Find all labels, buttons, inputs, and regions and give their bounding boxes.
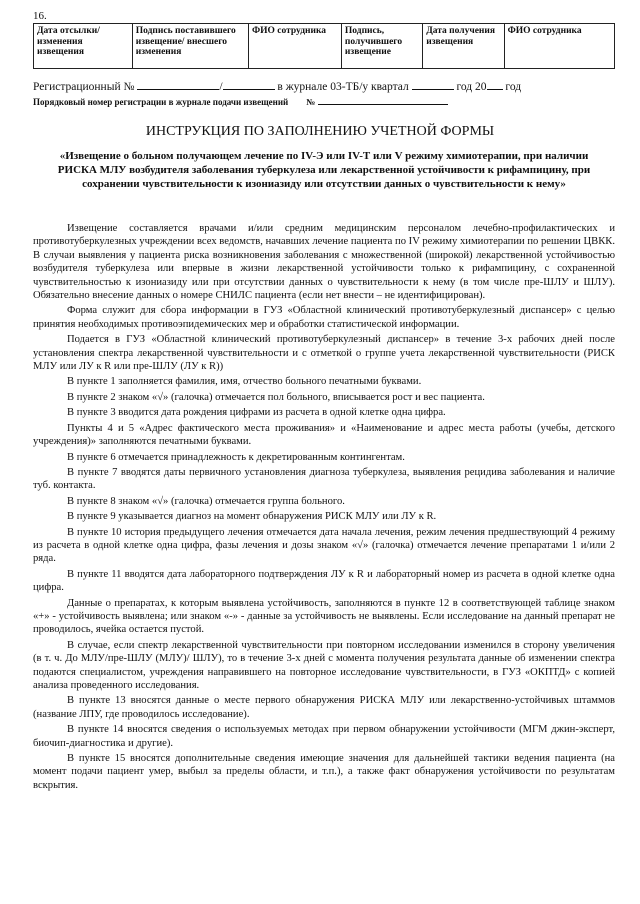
paragraph: Форма служит для сбора информации в ГУЗ «Областной клинический противотуберкулезный диспансер» с целью принятия необходимых противоэпидемических мер и обработки статистической информации. xyxy=(33,305,615,330)
table-cell: Подпись, получившего извещение xyxy=(341,24,422,69)
number-sign: № xyxy=(306,97,316,107)
table-row xyxy=(34,24,615,69)
table-cell: Дата получения извещения xyxy=(423,24,504,69)
instruction-body xyxy=(33,222,615,794)
paragraph: В случае, если спектр лекарственной чувствительности при повторном исследовании изменился в сторону увеличения (в т. ч. До МЛУ/пре-ШЛУ (МЛУ)/ ШЛУ), то в течение 3-х дней с момента получения результата данные об изменении спектра подаются специалистом, учреждения направившего на повторное исследование чувствительности, в ГУЗ «ОКПТД» с копией анализа проведенного исследования. xyxy=(33,639,615,691)
page-number: 16. xyxy=(33,10,47,22)
paragraph: В пункте 10 история предыдущего лечения отмечается дата начала лечения, режим лечения предшествующий 4 режиму из расчета в одной клетке одна цифра, фазы лечения и дозы знаком «√» (галочка) отмечается лечение препаратами 1 и/или 2 ряда. xyxy=(33,526,615,565)
paragraph: В пункте 7 вводятся даты первичного установления диагноза туберкулеза, выявления рецидива заболевания и наличие туб. контакта. xyxy=(33,466,615,492)
blank-field xyxy=(223,79,275,90)
table-cell: ФИО сотрудника xyxy=(248,24,341,69)
table-cell: Дата отсылки/ изменения извещения xyxy=(34,24,133,69)
blank-field xyxy=(318,94,448,105)
paragraph: В пункте 14 вносятся сведения о используемых методах при первом обнаружении устойчивости (МГМ джин-эксперт, биочип-диагностика и другие). xyxy=(33,724,615,749)
registration-line xyxy=(33,79,521,93)
journal-label: в журнале 03-ТБ/у квартал xyxy=(277,81,409,93)
journal-number-label: Порядковый номер регистрации в журнале подачи извещений xyxy=(33,97,289,107)
form-subtitle: «Извещение о больном получающем лечение по IV-Э или IV-Т или V режиму химиотерапии, при наличии РИСКА МЛУ возбудителя заболевания туберкулеза или лекарственной устойчивости к рифампицину, при сохранении чувствительности к изониазиду или отсутствии данных о чувствительности к нему» xyxy=(57,150,591,190)
paragraph: В пункте 8 знаком «√» (галочка) отмечается группа больного. xyxy=(67,495,345,507)
year-suffix: год xyxy=(505,81,522,93)
paragraph: В пункте 9 указывается диагноз на момент обнаружения РИСК МЛУ или ЛУ к R. xyxy=(67,511,437,523)
paragraph: Подается в ГУЗ «Областной клинический противотуберкулезный диспансер» в течение 3-х рабочих дней после установления спектра лекарственной чувствительности и с отметкой о группе учета лекарственной чувствительности (РИСК МЛУ или ЛУ к R или пре-ШЛУ (ЛУ к R)) xyxy=(33,334,615,373)
table-cell: Подпись поставившего извещение/ внесшего изменения xyxy=(132,24,248,69)
paragraph: Извещение составляется врачами и/или средним медицинским персоналом лечебно-профилактических и противотуберкулезных учреждении всех ведомств, начавших лечение пациента по IV режиму химиотерапии по решении ЦВКК. В случаи выявления у пациента риска возникновения заболевания с множественной (широкой) лекарственной устойчивостью возбудителя туберкулеза или впервые в жизни лекарственной устойчивости только к рифампицину, с сохраненной чувствительностью к изониазиду или при отсутствии данных о чувствительности к нему (в том числе пре-ШЛУ и ШЛУ). Обязательно внесение данных о номере СНИЛС пациента (если нет внести – не идентифицирован). xyxy=(33,223,615,302)
paragraph: В пункте 1 заполняется фамилия, имя, отчество больного печатными буквами. xyxy=(67,376,422,388)
page-title: ИНСТРУКЦИЯ ПО ЗАПОЛНЕНИЮ УЧЕТНОЙ ФОРМЫ xyxy=(145,124,495,139)
slash: / xyxy=(219,81,223,93)
registration-label: Регистрационный № xyxy=(33,81,135,93)
paragraph: Пункты 4 и 5 «Адрес фактического места проживания» и «Наименование и адрес места работы (учебы, детского учреждения)» заполняются печатными буквами. xyxy=(33,422,615,448)
paragraph: В пункте 13 вносятся данные о месте первого обнаружения РИСКА МЛУ или лекарственно-устойчивых штаммов (название ЛПУ, где проводилось исследование). xyxy=(33,695,615,720)
blank-field xyxy=(137,79,219,90)
paragraph: В пункте 6 отмечается принадлежность к декретированным контингентам. xyxy=(67,451,405,463)
paragraph: В пункте 15 вносятся дополнительные сведения имеющие значения для дальнейшей тактики ведения пациента (на момент подачи пациент умер, выбыл за пределы области, и т.п.), а также факт обнаружения устойчивости по результатам вскрытия. xyxy=(33,753,615,791)
paragraph: В пункте 11 вводятся дата лабораторного подтверждения ЛУ к R и лабораторный номер из расчета в одной клетке одна цифра. xyxy=(33,568,615,594)
notice-header-table xyxy=(33,23,615,69)
year-label: год 20 xyxy=(456,81,487,93)
blank-field xyxy=(487,79,503,90)
paragraph: В пункте 3 вводится дата рождения цифрами из расчета в одной клетке одна цифра. xyxy=(67,407,446,419)
blank-field xyxy=(412,79,454,90)
paragraph: Данные о препаратах, к которым выявлена устойчивость, заполняются в пункте 12 в соответствующей таблице знаком «+» - устойчивость выявлена; или знаком «-» - данные за устойчивость не выявлены. Если исследование на данный препарат не проводилось, ячейка остается пустой. xyxy=(33,597,615,636)
table-cell: ФИО сотрудника xyxy=(504,24,614,69)
paragraph: В пункте 2 знаком «√» (галочка) отмечается пол больного, вписывается рост и вес пациента. xyxy=(67,391,485,403)
journal-number-line xyxy=(33,94,448,107)
